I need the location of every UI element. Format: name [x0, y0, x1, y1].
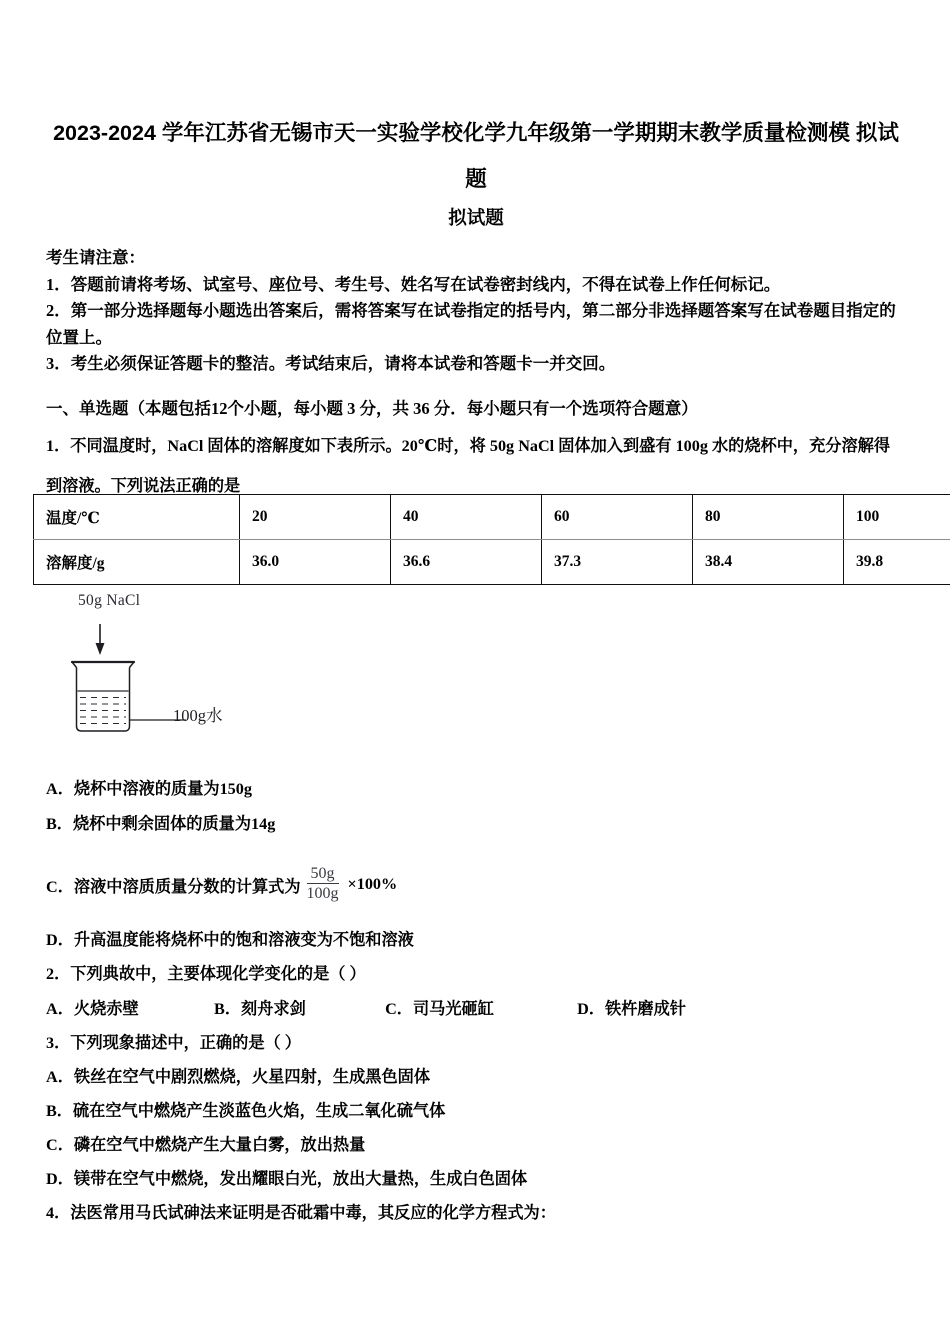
fraction-50g-over-100g [303, 865, 343, 903]
question-2-stem: 2．下列典故中，主要体现化学变化的是（ ） [46, 965, 366, 983]
beaker-outline [72, 662, 134, 731]
table-cell-temp-60: 60 [542, 495, 693, 540]
title-line-2: 拟试题 [465, 121, 899, 191]
candidate-notice [46, 245, 906, 378]
fraction-denominator: 100g [306, 885, 339, 903]
question-1-option-d: D．升高温度能将烧杯中的饱和溶液变为不饱和溶液 [46, 931, 414, 949]
table-cell-solubility-80: 38.4 [693, 540, 844, 585]
figure-label-water: 100g水 [173, 706, 223, 725]
question-2-option-c: C．司马光砸缸 [385, 1000, 494, 1018]
page-title [46, 110, 906, 202]
table-cell-temp-40: 40 [391, 495, 542, 540]
table-cell-temp-80: 80 [693, 495, 844, 540]
water-dashes [78, 691, 129, 724]
notice-item-2: 2．第一部分选择题每小题选出答案后，需将答案写在试卷指定的括号内，第二部分非选择题答案写在试卷题目指定的位置上。 [46, 301, 896, 347]
question-2-option-a: A．火烧赤壁 [46, 1000, 139, 1018]
table-cell-solubility-20: 36.0 [240, 540, 391, 585]
title-line-1: 2023-2024 学年江苏省无锡市天一实验学校化学九年级第一学期期末教学质量检测模 [53, 121, 850, 145]
table-cell-solubility-100: 39.8 [844, 540, 950, 585]
fraction-numerator: 50g [307, 865, 339, 884]
question-1-option-a: A．烧杯中溶液的质量为150g [46, 780, 252, 798]
question-1-stem-line-1: 1．不同温度时，NaCl 固体的溶解度如下表所示。20℃时，将 50g NaCl 固体加入到盛有 100g 水的烧杯中，充分溶解得 [46, 437, 891, 455]
table-cell-solubility-header: 溶解度/g [34, 540, 240, 585]
question-2-option-d: D．铁杵磨成针 [577, 1000, 686, 1018]
figure-label-nacl: 50g NaCl [78, 592, 141, 609]
table-cell-temp-header: 温度/℃ [34, 495, 240, 540]
question-4-stem: 4．法医常用马氏试砷法来证明是否砒霜中毒，其反应的化学方程式为： [46, 1204, 556, 1222]
table-cell-temp-100: 100 [844, 495, 950, 540]
question-3-stem: 3．下列现象描述中，正确的是（ ） [46, 1034, 301, 1052]
option-c-suffix: ×100% [347, 875, 398, 894]
beaker-figure [60, 592, 320, 742]
notice-heading: 考生请注意： [46, 248, 145, 267]
question-1-option-b: B．烧杯中剩余固体的质量为14g [46, 815, 276, 833]
page-subtitle: 拟试题 [448, 207, 504, 228]
question-1-option-c [46, 866, 397, 904]
question-3-option-c: C．磷在空气中燃烧产生大量白雾，放出热量 [46, 1136, 366, 1154]
table-cell-solubility-60: 37.3 [542, 540, 693, 585]
notice-item-1: 1．答题前请将考场、试室号、座位号、考生号、姓名写在试卷密封线内，不得在试卷上作任何标记。 [46, 274, 781, 294]
question-3-option-a: A．铁丝在空气中剧烈燃烧，火星四射，生成黑色固体 [46, 1068, 431, 1086]
solubility-table [33, 494, 950, 585]
table-cell-temp-20: 20 [240, 495, 391, 540]
question-1-stem-line-2: 到溶液。下列说法正确的是 [46, 477, 241, 495]
option-c-prefix: C．溶液中溶质质量分数的计算式为 [46, 877, 301, 896]
table-cell-solubility-40: 36.6 [391, 540, 542, 585]
question-2-options [46, 995, 686, 1019]
question-2-option-b: B．刻舟求剑 [214, 1000, 306, 1018]
beaker-diagram-svg [60, 610, 320, 740]
table-row [34, 495, 950, 540]
question-3-option-b: B．硫在空气中燃烧产生淡蓝色火焰，生成二氧化硫气体 [46, 1102, 446, 1120]
question-3-option-d: D．镁带在空气中燃烧，发出耀眼白光，放出大量热，生成白色固体 [46, 1170, 528, 1188]
section-heading: 一、单选题（本题包括12个小题，每小题 3 分，共 36 分．每小题只有一个选项符合题意） [46, 399, 698, 418]
downward-arrow-icon [96, 624, 105, 655]
notice-item-3: 3．考生必须保证答题卡的整洁。考试结束后，请将本试卷和答题卡一并交回。 [46, 354, 616, 373]
table-row [34, 540, 950, 585]
